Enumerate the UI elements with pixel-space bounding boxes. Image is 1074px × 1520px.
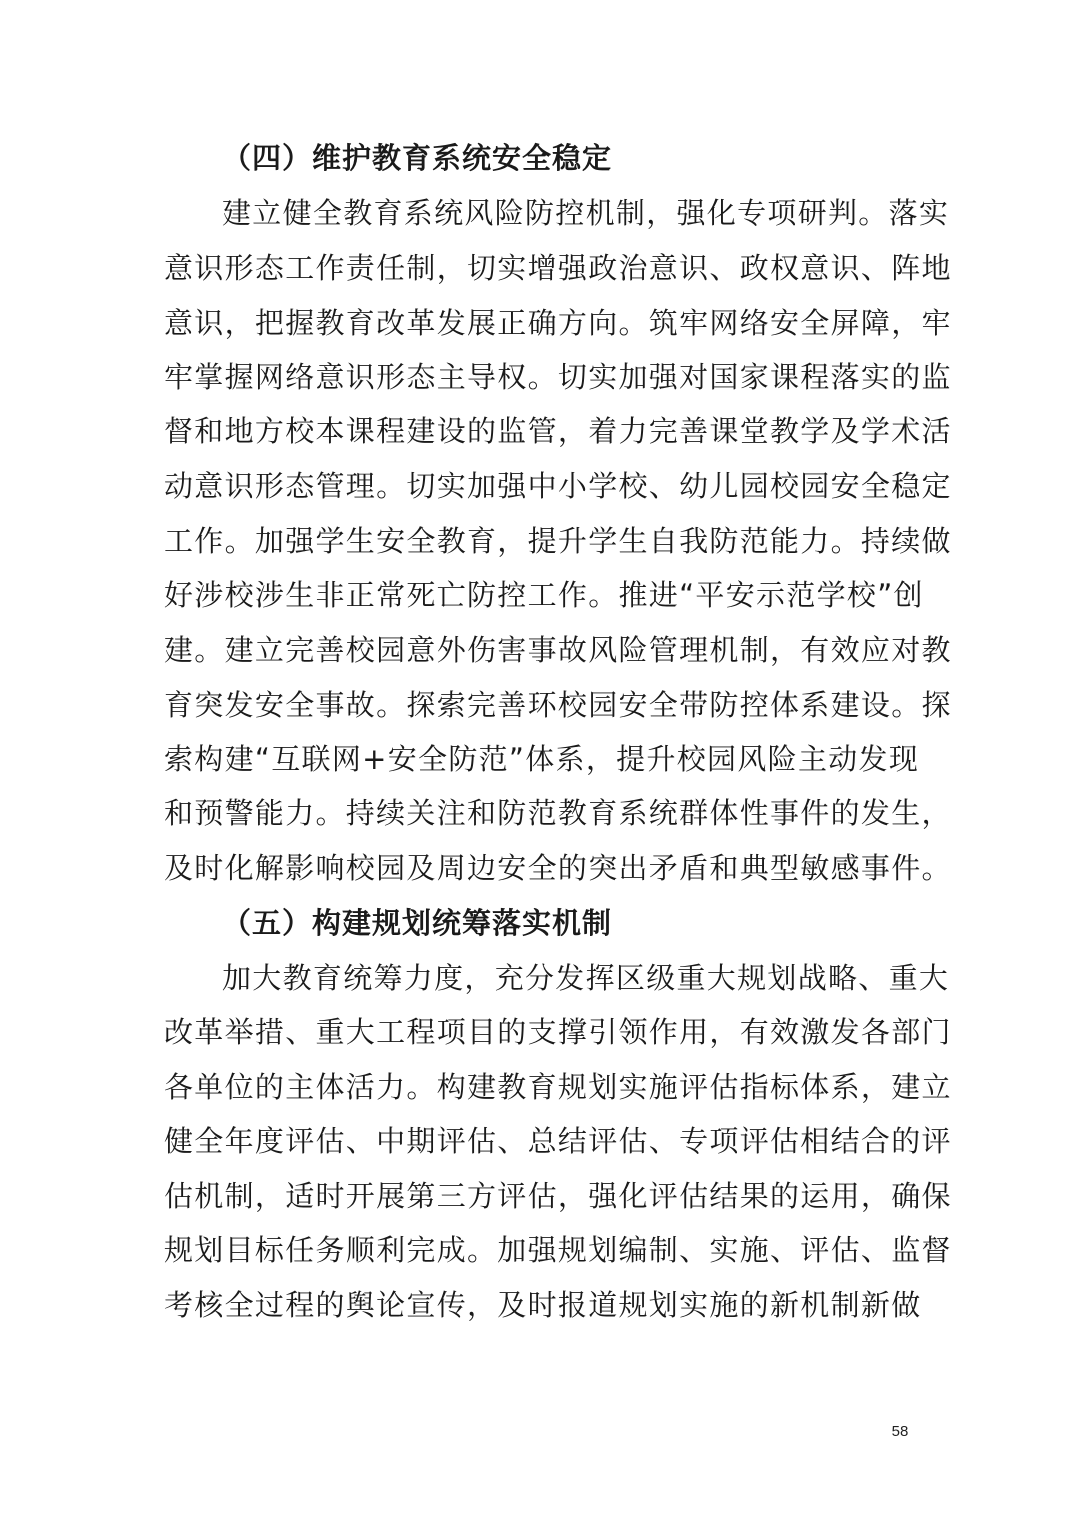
paragraph-line: 工作。加强学生安全教育，提升学生自我防范能力。持续做	[164, 524, 952, 558]
paragraph-line: 改革举措、重大工程项目的支撑引领作用，有效激发各部门	[164, 1015, 952, 1049]
paragraph-line: 及时化解影响校园及周边安全的突出矛盾和典型敏感事件。	[164, 851, 952, 885]
paragraph-line: 考核全过程的舆论宣传，及时报道规划实施的新机制新做	[164, 1288, 922, 1322]
section-heading-4: （四）维护教育系统安全稳定	[222, 141, 613, 175]
paragraph-line: 估机制，适时开展第三方评估，强化评估结果的运用，确保	[164, 1179, 952, 1213]
paragraph-line: 动意识形态管理。切实加强中小学校、幼儿园校园安全稳定	[164, 469, 952, 503]
paragraph-line: 各单位的主体活力。构建教育规划实施评估指标体系，建立	[164, 1070, 952, 1104]
paragraph-line: 建立健全教育系统风险防控机制，强化专项研判。落实	[222, 196, 950, 230]
paragraph-line: 索构建“互联网+安全防范”体系，提升校园风险主动发现	[164, 742, 920, 776]
paragraph-line: 好涉校涉生非正常死亡防控工作。推进“平安示范学校”创	[164, 578, 924, 612]
paragraph-line: 建。建立完善校园意外伤害事故风险管理机制，有效应对教	[164, 633, 952, 667]
paragraph-line: 意识形态工作责任制，切实增强政治意识、政权意识、阵地	[164, 251, 952, 285]
section-heading-5: （五）构建规划统筹落实机制	[222, 906, 613, 940]
paragraph-line: 加大教育统筹力度，充分发挥区级重大规划战略、重大	[222, 961, 950, 995]
paragraph-line: 健全年度评估、中期评估、总结评估、专项评估相结合的评	[164, 1124, 952, 1158]
paragraph-line: 规划目标任务顺利完成。加强规划编制、实施、评估、监督	[164, 1233, 952, 1267]
paragraph-line: 意识，把握教育改革发展正确方向。筑牢网络安全屏障，牢	[164, 306, 952, 340]
page-number: 58	[891, 1423, 909, 1440]
paragraph-line: 和预警能力。持续关注和防范教育系统群体性事件的发生，	[164, 796, 952, 830]
paragraph-line: 督和地方校本课程建设的监管，着力完善课堂教学及学术活	[164, 414, 952, 448]
paragraph-line: 育突发安全事故。探索完善环校园安全带防控体系建设。探	[164, 688, 952, 722]
paragraph-line: 牢掌握网络意识形态主导权。切实加强对国家课程落实的监	[164, 360, 952, 394]
